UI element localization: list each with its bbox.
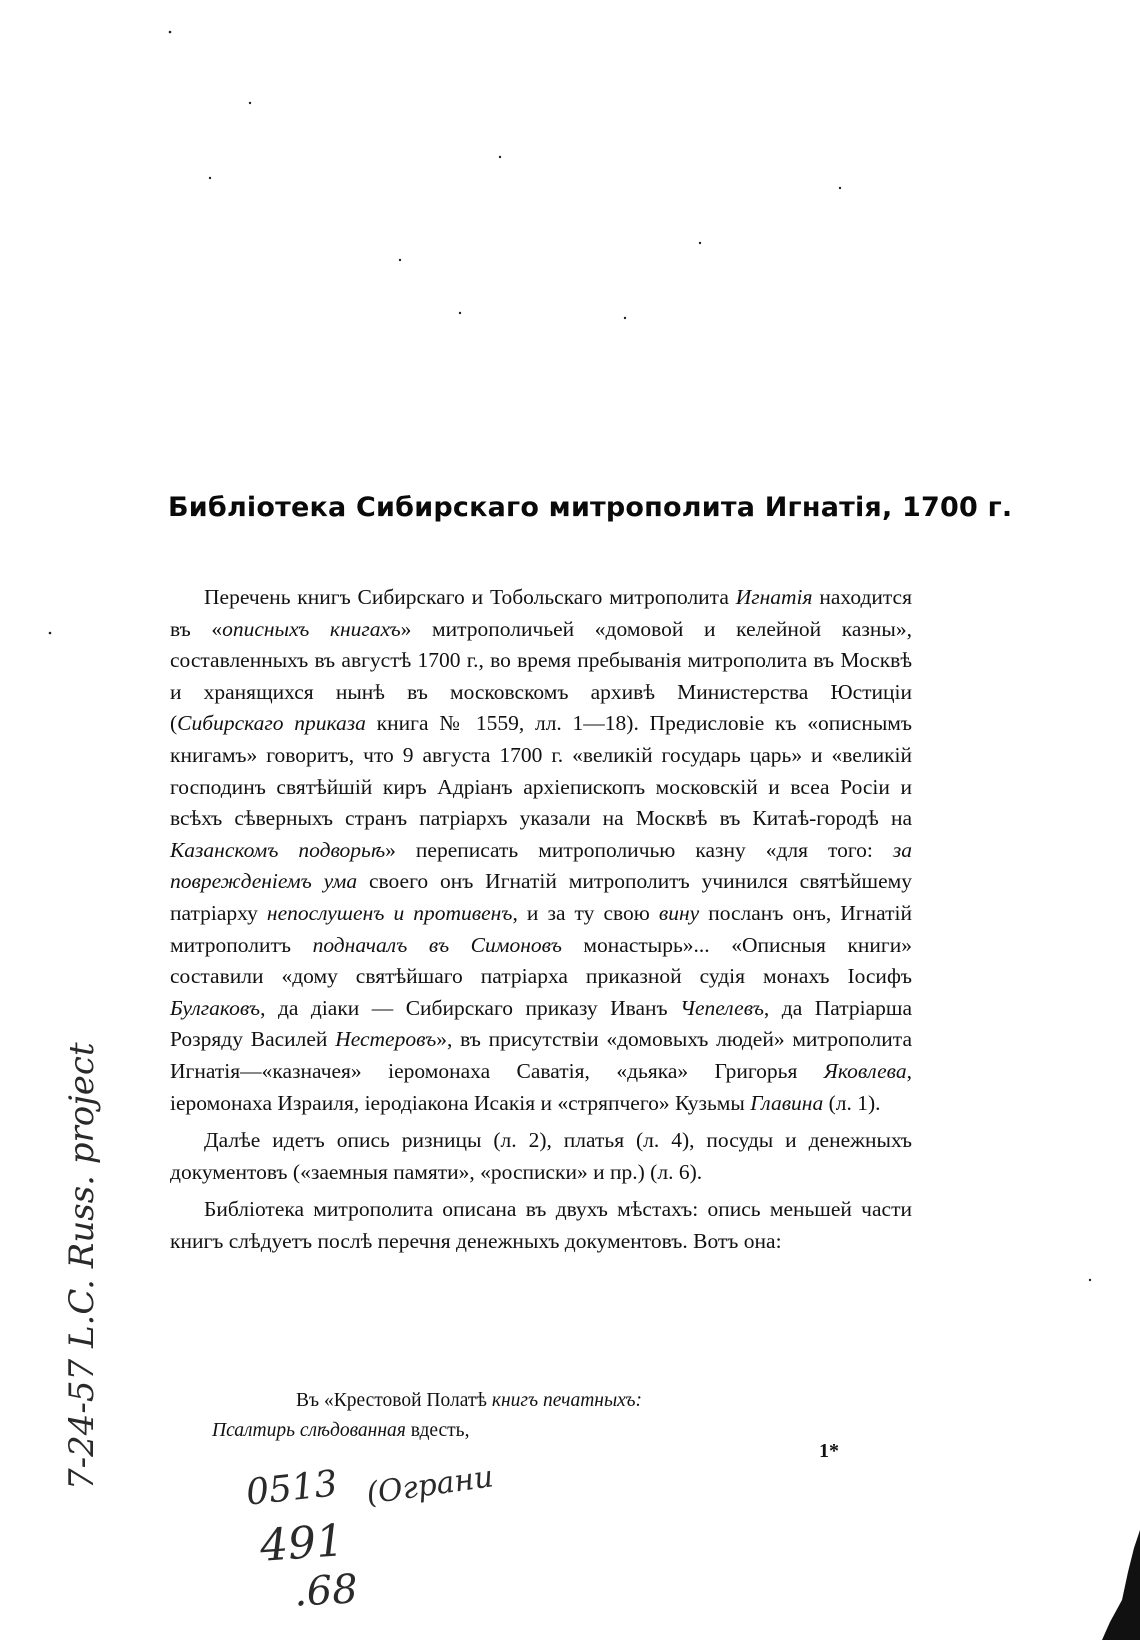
text-run: посланъ онъ, Игнатій митрополитъ: [170, 900, 912, 957]
italic-run: за поврежденіемъ ума: [170, 837, 912, 894]
italic-run: подначалъ въ Симоновъ: [312, 932, 562, 957]
excerpt-heading: [212, 1386, 642, 1416]
text-run: », въ присутствіи «домовыхъ людей» митрополита Игнатія—«казначея» іеромонаха Саватія, «дьяка» Григорья: [170, 1027, 912, 1083]
handwritten-note: 0513: [244, 1463, 340, 1514]
speck: [624, 317, 626, 319]
page-title: Библіотека Сибирскаго митрополита Игнатія, 1700 г.: [168, 492, 1013, 523]
text-run: , и за ту свою: [512, 900, 659, 925]
italic-run: непослушенъ и противенъ: [266, 900, 513, 925]
edge-shadow-shape: [1102, 1530, 1140, 1640]
italic-run: Игнатія: [735, 585, 813, 609]
text-run: (л. 1).: [823, 1090, 881, 1115]
speck: [839, 187, 841, 189]
paragraph-1: [170, 582, 912, 1119]
excerpt-entry: [212, 1416, 642, 1446]
italic-run: Чепелевъ: [680, 995, 764, 1020]
text-run: Перечень книгъ Сибирскаго и Тобольскаго митрополита: [204, 585, 736, 609]
speck: [1089, 1279, 1091, 1281]
handwritten-margin-note: 7-24-57 L.C. Russ. project: [62, 1042, 102, 1490]
text-run: , да Патріарша Розряду Василей: [170, 995, 912, 1052]
speck: [209, 177, 211, 179]
printer-signature-mark: 1*: [819, 1440, 839, 1462]
body-text: [170, 582, 912, 1263]
text-run: , іеромонаха Израиля, іеродіакона Исакія и «стряпчего» Кузьмы: [170, 1058, 912, 1115]
speck: [49, 632, 52, 635]
speck: [399, 259, 401, 261]
italic-run: вину: [658, 900, 700, 925]
text-run: книга № 1559, лл. 1—18). Предисловіе къ «описнымъ книгамъ» говоритъ, что 9 августа 1700 г. «великій государь царь» и «великій господинъ святѣйшій киръ Адріанъ архіепископъ московскій и всеа Росіи и всѣхъ сѣверныхъ странъ патріархъ указали на Москвѣ въ Китаѣ-городѣ на: [170, 711, 912, 831]
italic-run: Сибирскаго приказа: [177, 711, 366, 736]
speck: [499, 156, 501, 158]
speck: [169, 31, 172, 34]
text-run: » переписать митрополичью казну «для того:: [385, 837, 893, 862]
speck: [249, 102, 251, 104]
italic-run: Яковлева: [823, 1058, 907, 1083]
text-run: монастырь»... «Описныя книги» составили «дому святѣйшаго патріарха приказной судія монахъ Іосифъ: [170, 932, 912, 989]
speck: [699, 242, 701, 244]
italic-run: Псалтирь слѣдованная: [212, 1420, 406, 1441]
speck: [459, 312, 461, 314]
italic-run: Булгаковъ: [170, 995, 261, 1020]
scan-edge-shadow: [1100, 1530, 1140, 1640]
italic-run: Главина: [750, 1090, 824, 1115]
text-run: , да діаки — Сибирскаго приказу Иванъ: [260, 995, 681, 1020]
text-run: вдесть,: [405, 1420, 470, 1441]
handwritten-note: (Ограни: [364, 1459, 496, 1512]
text-run: своего онъ Игнатій митрополитъ учинился святѣйшему патріарху: [170, 869, 912, 925]
text-run: Въ «Крестовой Полатѣ: [296, 1390, 492, 1411]
paragraph-3: Библіотека митрополита описана въ двухъ мѣстахъ: опись меньшей части книгъ слѣдуетъ послѣ перечня денежныхъ документовъ. Вотъ она:: [170, 1197, 912, 1253]
handwritten-shelf-numbers: [240, 1460, 540, 1620]
paragraph-2: Далѣе идетъ опись ризницы (л. 2), платья (л. 4), посуды и денежныхъ документовъ («заемныя памяти», «росписки» и пр.) (л. 6).: [170, 1128, 912, 1184]
italic-run: Нестеровъ: [335, 1027, 437, 1052]
book-list-excerpt: [212, 1386, 642, 1446]
text-run: » митрополичьей «домовой и келейной казны», составленныхъ въ августѣ 1700 г., во время пребыванія митрополита въ Москвѣ и хранящихся нынѣ въ московскомъ архивѣ Министерства Юстиціи (: [170, 616, 912, 736]
text-run: находится въ «: [170, 585, 912, 641]
handwritten-note: .68: [292, 1566, 359, 1616]
italic-run: Казанскомъ подворьѣ: [170, 837, 386, 862]
italic-run: книгъ печатныхъ:: [491, 1390, 642, 1411]
handwritten-note: 491: [258, 1515, 346, 1572]
italic-run: описныхъ книгахъ: [222, 616, 401, 641]
